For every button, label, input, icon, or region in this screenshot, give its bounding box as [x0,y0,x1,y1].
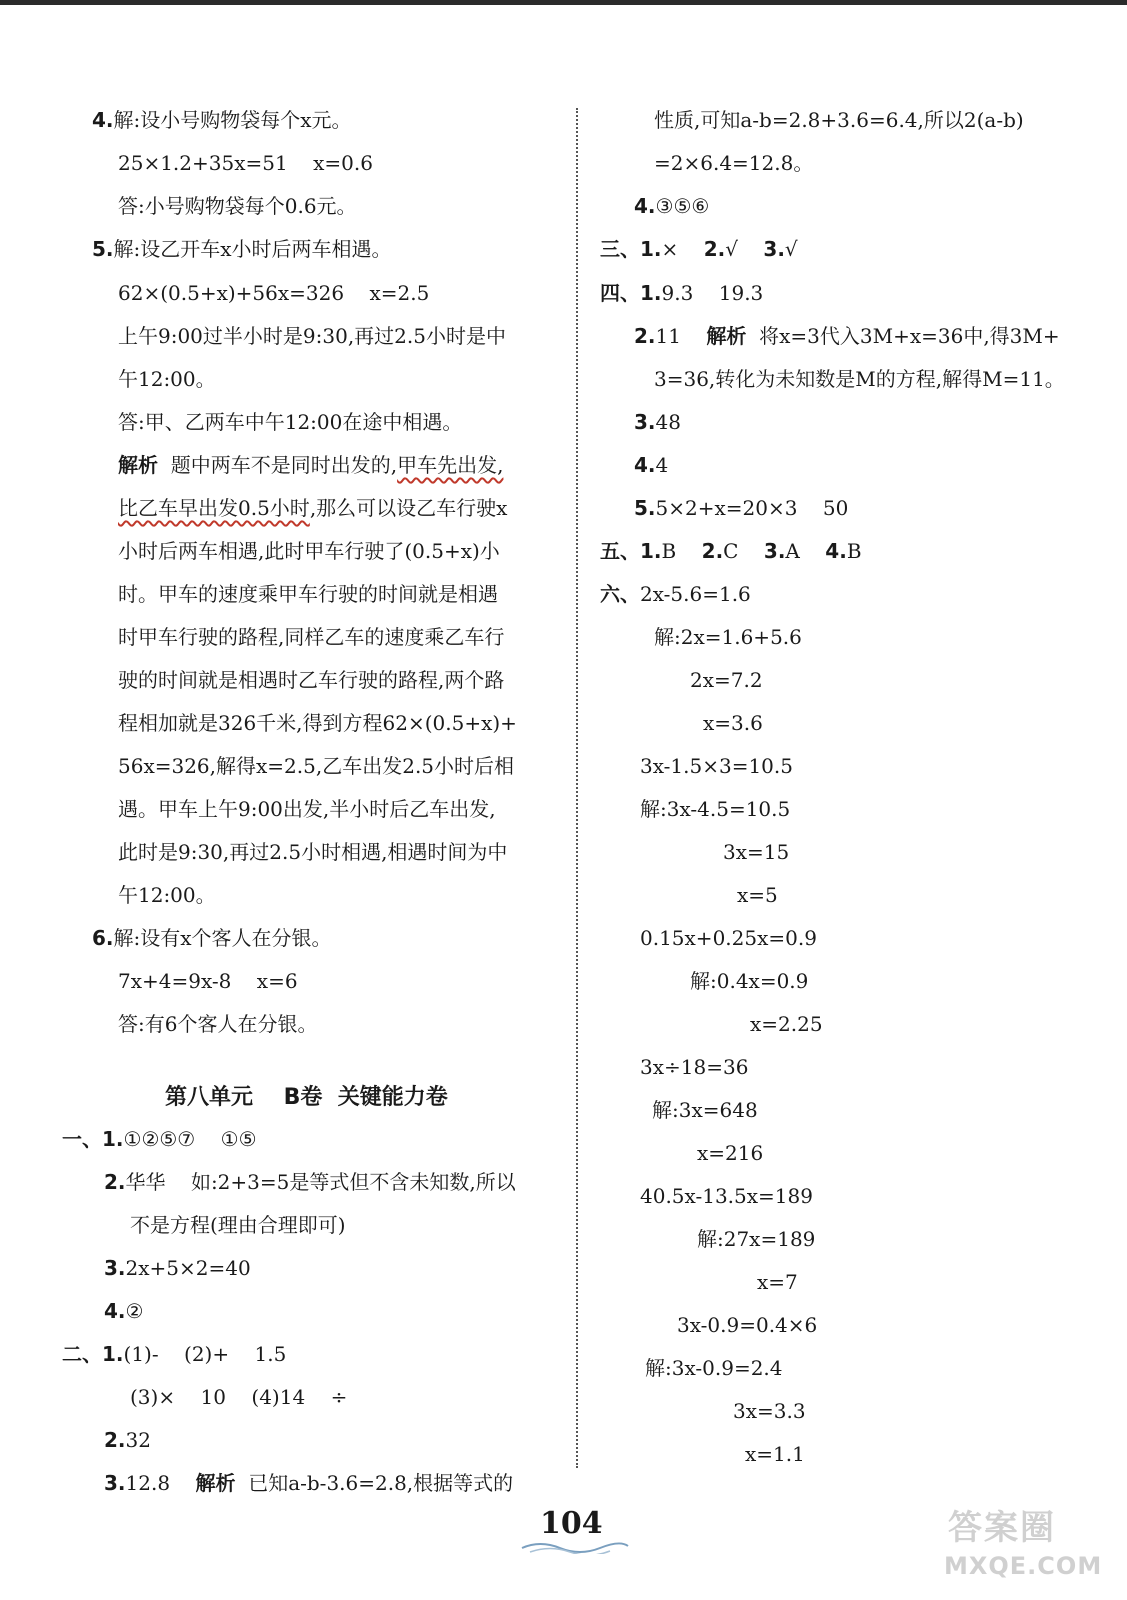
q5-analysis-line4: 时。甲车的速度乘甲车行驶的时间就是相遇 [118,582,498,606]
s1-q4: 4.② [104,1299,144,1323]
s6-eq3: 0.15x+0.25x=0.9 [640,926,817,950]
s4-q3: 3.48 [634,410,681,434]
s4-q1: 四、1.9.3 19.3 [600,281,764,305]
analysis-label: 解析 [706,324,747,348]
s2-q3-cont1: 性质,可知a-b=2.8+3.6=6.4,所以2(a-b) [654,108,1024,132]
q5-line5: 答:甲、乙两车中午12:00在途中相遇。 [118,410,463,434]
s2-q1-line2: (3)× 10 (4)14 ÷ [130,1385,348,1409]
q5-analysis-line9: 遇。甲车上午9:00出发,半小时后乙车出发, [118,797,496,821]
page-number-wave-icon [520,1540,630,1554]
s6-eq3-step1: 解:0.4x=0.9 [690,969,809,993]
s2-q2: 2.32 [104,1428,151,1452]
q6-line2: 7x+4=9x-8 x=6 [118,969,298,993]
s6-eq2-step1: 解:3x-4.5=10.5 [640,797,791,821]
q5-analysis-line8: 56x=326,解得x=2.5,乙车出发2.5小时后相 [118,754,515,778]
s6-eq4-step1: 解:3x=648 [652,1098,758,1122]
q4-line3: 答:小号购物袋每个0.6元。 [118,194,357,218]
q5-line4: 午12:00。 [118,367,216,391]
s1-q1: 一、1.①②⑤⑦ ①⑤ [62,1127,257,1151]
s4-q2-line1: 2.11 解析 将x=3代入3M+x=36中,得3M+ [634,324,1060,348]
q5-line1: 5.解:设乙开车x小时后两车相遇。 [92,237,392,261]
s6-eq1-step1: 解:2x=1.6+5.6 [654,625,802,649]
s6-eq1-step3: x=3.6 [703,711,763,735]
s6-eq1-step2: 2x=7.2 [690,668,763,692]
q5-analysis-line11: 午12:00。 [118,883,216,907]
page-number: 104 [540,1506,603,1541]
q5-analysis-line6: 驶的时间就是相遇时乙车行驶的路程,两个路 [118,668,505,692]
s2-q4: 4.③⑤⑥ [634,194,710,218]
q5-analysis-line2: 比乙车早出发0.5小时,那么可以设乙车行驶x [118,496,508,520]
q5-analysis-line1: 解析 题中两车不是同时出发的,甲车先出发, [118,453,504,477]
q5-line3: 上午9:00过半小时是9:30,再过2.5小时是中 [118,324,506,348]
s6-eq5-step1: 解:27x=189 [697,1227,816,1251]
top-rule [0,0,1127,5]
s5-answers: 五、1.B 2.C 3.A 4.B [600,539,862,563]
section-title: 第八单元 B卷 关键能力卷 [165,1085,448,1110]
q4-line1: 4.解:设小号购物袋每个x元。 [92,108,352,132]
q4-line2: 25×1.2+35x=51 x=0.6 [118,151,373,175]
s6-eq2: 3x-1.5×3=10.5 [640,754,793,778]
s6-eq4: 3x÷18=36 [640,1055,749,1079]
s6-eq6-step2: 3x=3.3 [733,1399,806,1423]
s6-eq2-step3: x=5 [737,883,778,907]
s3-answers: 三、1.× 2.√ 3.√ [600,237,798,261]
s4-q4: 4.4 [634,453,669,477]
q5-line2: 62×(0.5+x)+56x=326 x=2.5 [118,281,430,305]
q5-analysis-line5: 时甲车行驶的路程,同样乙车的速度乘乙车行 [118,625,505,649]
s2-q1-line1: 二、1.(1)- (2)+ 1.5 [62,1342,287,1366]
q5-analysis-line10: 此时是9:30,再过2.5小时相遇,相遇时间为中 [118,840,508,864]
s6-eq6: 3x-0.9=0.4×6 [677,1313,818,1337]
s4-q2-line2: 3=36,转化为未知数是M的方程,解得M=11。 [654,367,1065,391]
q5-analysis-line3: 小时后两车相遇,此时甲车行驶了(0.5+x)小 [118,539,500,563]
s6-eq3-step2: x=2.25 [750,1012,823,1036]
q6-line1: 6.解:设有x个客人在分银。 [92,926,332,950]
s1-q2-line1: 2.华华 如:2+3=5是等式但不含未知数,所以 [104,1170,516,1194]
s2-q3: 3.12.8 解析 已知a-b-3.6=2.8,根据等式的 [104,1471,514,1495]
analysis-label: 解析 [195,1471,236,1495]
s6-eq5: 40.5x-13.5x=189 [640,1184,813,1208]
column-divider [576,108,578,1468]
analysis-label: 解析 [118,453,158,477]
s6-eq2-step2: 3x=15 [723,840,790,864]
watermark-logo: 答案圈 MXQE.COM [944,1508,1103,1580]
s6-eq5-step2: x=7 [757,1270,798,1294]
s6-eq6-step1: 解:3x-0.9=2.4 [645,1356,783,1380]
q6-line3: 答:有6个客人在分银。 [118,1012,318,1036]
s6-eq1: 六、2x-5.6=1.6 [600,582,751,606]
s1-q3: 3.2x+5×2=40 [104,1256,251,1280]
q5-analysis-line7: 程相加就是326千米,得到方程62×(0.5+x)+ [118,711,517,735]
s1-q2-line2: 不是方程(理由合理即可) [130,1213,346,1237]
s6-eq6-step3: x=1.1 [745,1442,805,1466]
s4-q5: 5.5×2+x=20×3 50 [634,496,849,520]
s2-q3-cont2: =2×6.4=12.8。 [654,151,814,175]
s6-eq4-step2: x=216 [697,1141,764,1165]
